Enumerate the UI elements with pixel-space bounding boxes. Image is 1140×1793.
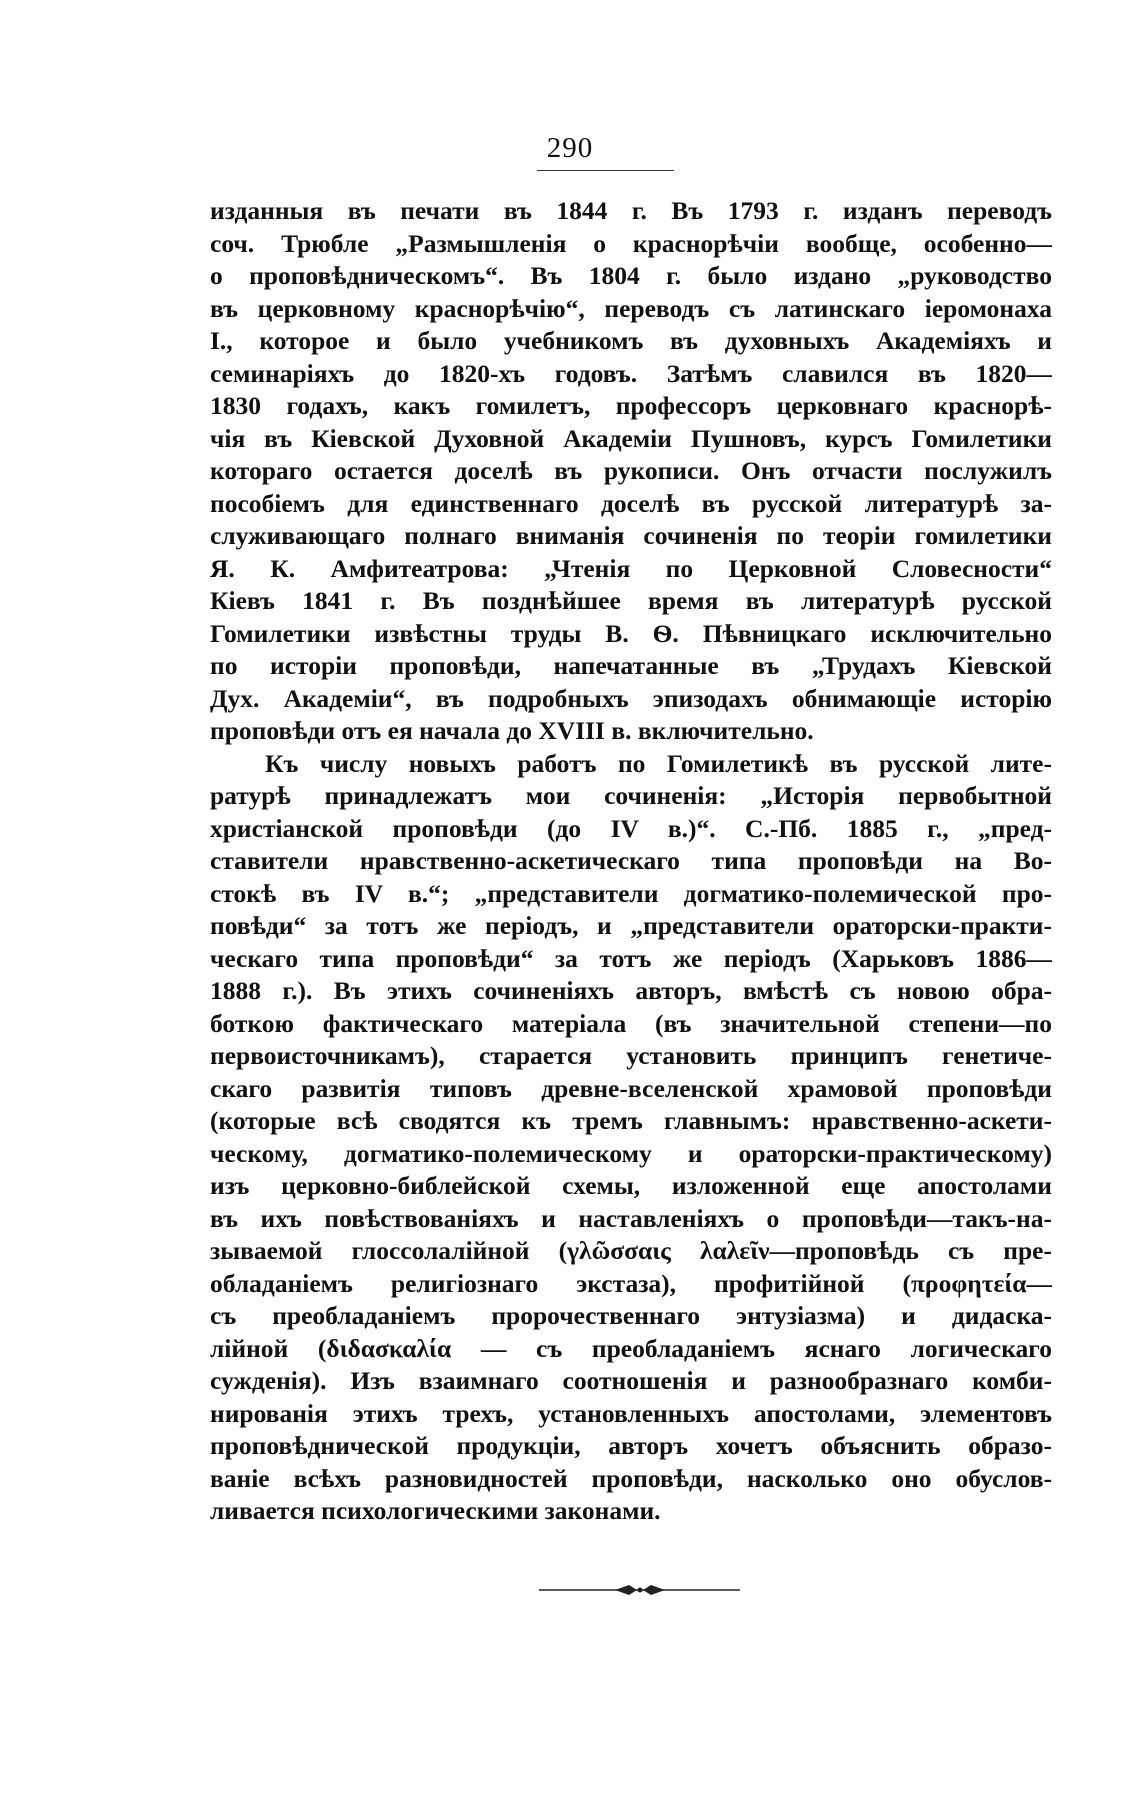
text-line: соч. Трюбле „Размышленія о краснорѣчіи вообще, особенно— [210, 228, 1052, 258]
text-line: нированія этихъ трехъ, установленныхъ апостолами, элементовъ [210, 1398, 1052, 1428]
text-line: ставители нравственно-аскетическаго типа проповѣди на Во- [210, 846, 1052, 875]
text-line: І., которое и было учебникомъ въ духовныхъ Академіяхъ и [210, 326, 1052, 355]
text-line: Къ числу новыхъ работъ по Гомилетикѣ въ русской лите- [265, 748, 1052, 778]
text-line: ческаго типа проповѣди“ за тотъ же періодъ (Харьковъ 1886— [210, 943, 1052, 973]
text-line: котораго остается доселѣ въ рукописи. Онъ отчасти послужилъ [210, 456, 1052, 485]
text-line: 1888 г.). Въ этихъ сочиненіяхъ авторъ, вмѣстѣ съ новою обра- [210, 976, 1052, 1005]
text-line: изъ церковно-библейской схемы, изложенной еще апостолами [210, 1171, 1052, 1200]
text-line: скаго развитія типовъ древне-вселенской храмовой проповѣди [210, 1073, 1052, 1103]
text-line: ческому, догматико-полемическому и ораторски-практическому) [210, 1138, 1052, 1168]
text-line: Гомилетики извѣстны труды В. Ѳ. Пѣвницкаго исключительно [210, 618, 1052, 648]
text-line: первоисточникамъ), старается установить принципъ генетиче- [210, 1041, 1052, 1070]
end-ornament [537, 1580, 742, 1600]
body-text [210, 195, 1052, 1528]
text-line: въ церковному краснорѣчію“, переводъ съ латинскаго іеромонаха [210, 293, 1052, 323]
text-line: изданныя въ печати въ 1844 г. Въ 1793 г. изданъ переводъ [210, 196, 1052, 225]
text-line: въ ихъ повѣствованіяхъ и наставленіяхъ о проповѣди—такъ-на- [210, 1203, 1052, 1233]
text-line: Кіевъ 1841 г. Въ позднѣйшее время въ литературѣ русской [210, 586, 1052, 615]
text-line: проповѣднической продукціи, авторъ хочетъ объяснить образо- [210, 1431, 1052, 1460]
text-line: съ преобладаніемъ пророчественнаго энтузіазма) и дидаска- [210, 1301, 1052, 1330]
text-line: 1830 годахъ, какъ гомилетъ, профессоръ церковнаго краснорѣ- [210, 391, 1052, 420]
text-line: Дух. Академіи“, въ подробныхъ эпизодахъ обнимающіе исторію [210, 683, 1052, 713]
text-line: служивающаго полнаго вниманія сочиненія по теоріи гомилетики [210, 521, 1052, 550]
text-line: ваніе всѣхъ разновидностей проповѣди, насколько оно обуслов- [210, 1463, 1052, 1493]
text-line: боткою фактическаго матеріала (въ значительной степени—по [210, 1008, 1052, 1038]
text-line: сужденія). Изъ взаимнаго соотношенія и разнообразнаго комби- [210, 1366, 1052, 1395]
text-line: ратурѣ принадлежатъ мои сочиненія: „Исторія первобытной [210, 781, 1052, 810]
text-line: пособіемъ для единственнаго доселѣ въ русской литературѣ за- [210, 488, 1052, 518]
text-line: о проповѣдническомъ“. Въ 1804 г. было издано „руководство [210, 261, 1052, 290]
text-line: (которые всѣ сводятся къ тремъ главнымъ: нравственно-аскети- [210, 1106, 1052, 1135]
text-line: по исторіи проповѣди, напечатанные въ „Трудахъ Кіевской [210, 651, 1052, 680]
text-line: зываемой глоссолалійной (γλῶσσαις λαλεῖν—проповѣдь съ пре- [210, 1236, 1052, 1265]
text-line: чія въ Кіевской Духовной Академіи Пушновъ, курсъ Гомилетики [210, 423, 1052, 453]
page-number-rule [537, 170, 674, 171]
text-line: обладаніемъ религіознаго экстаза), профитійной (προφητεία— [210, 1268, 1052, 1298]
text-line: семинаріяхъ до 1820-хъ годовъ. Затѣмъ славился въ 1820— [210, 358, 1052, 388]
text-line: повѣди“ за тотъ же періодъ, и „представители ораторски-практи- [210, 911, 1052, 940]
text-line: ливается психологическими законами. [210, 1496, 661, 1525]
text-line: Я. К. Амфитеатрова: „Чтенія по Церковной Словесности“ [210, 553, 1052, 583]
text-line: христіанской проповѣди (до IV в.)“. С.-Пб. 1885 г., „пред- [210, 813, 1052, 843]
text-line: стокѣ въ IV в.“; „представители догматико-полемической про- [210, 878, 1052, 908]
page-number: 290 [546, 132, 594, 164]
text-line: лійной (διδασκαλία — съ преобладаніемъ яснаго логическаго [210, 1333, 1052, 1363]
text-line: проповѣди отъ ея начала до XVIII в. включительно. [210, 716, 814, 745]
